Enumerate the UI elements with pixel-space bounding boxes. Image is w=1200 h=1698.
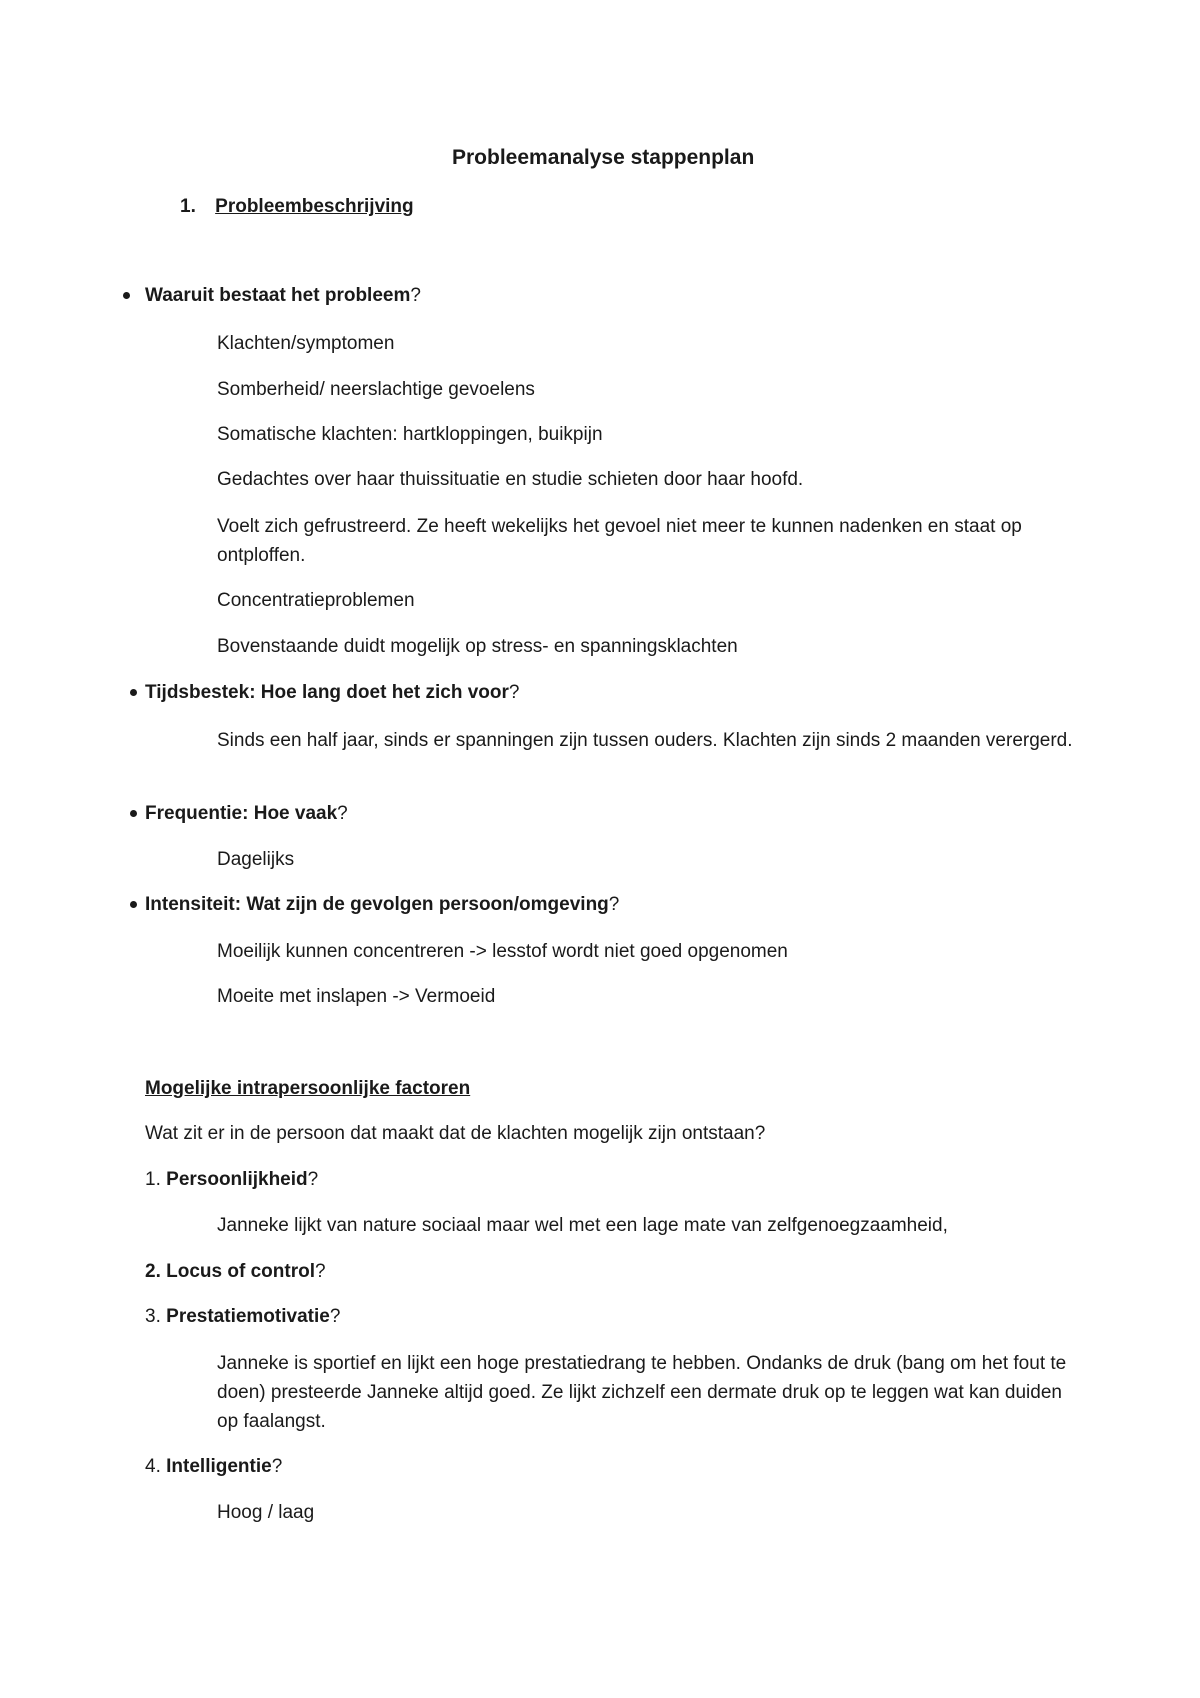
factor-intelligence — [145, 1455, 282, 1479]
answer-line: Moeite met inslapen -> Vermoeid — [217, 986, 496, 1007]
item-number: 4. — [145, 1456, 161, 1477]
question-intensity — [145, 893, 619, 917]
page-title: Probleemanalyse stappenplan — [452, 146, 755, 169]
factor-personality — [145, 1168, 318, 1192]
answer-line: Hoog / laag — [217, 1502, 315, 1523]
item-number: 2. — [145, 1261, 161, 1282]
question-frequency — [145, 802, 348, 826]
item-number: 3. — [145, 1306, 161, 1327]
section-heading-problem-description — [180, 195, 414, 219]
question-mark: ? — [307, 1169, 319, 1190]
item-label: Prestatiemotivatie — [166, 1306, 330, 1327]
answer-line: Dagelijks — [217, 849, 295, 870]
section-intro: Wat zit er in de persoon dat maakt dat de klachten mogelijk zijn ontstaan? — [145, 1123, 766, 1144]
answer-paragraph: Voelt zich gefrustreerd. Ze heeft wekelijks het gevoel niet meer te kunnen nadenken en staat op ontploffen. — [217, 516, 1022, 566]
answer-line: Janneke lijkt van nature sociaal maar wel met een lage mate van zelfgenoegzaamheid, — [217, 1215, 948, 1236]
question-mark: ? — [508, 682, 520, 703]
answer-line: Moeilijk kunnen concentreren -> lesstof wordt niet goed opgenomen — [217, 941, 788, 962]
answer-paragraph: Sinds een half jaar, sinds er spanningen zijn tussen ouders. Klachten zijn sinds 2 maanden verergerd. — [217, 730, 1073, 751]
answer-line: Klachten/symptomen — [217, 333, 395, 354]
question-label: Tijdsbestek: Hoe lang doet het zich voor — [145, 682, 509, 703]
answer-paragraph: Janneke is sportief en lijkt een hoge prestatiedrang te hebben. Ondanks de druk (bang om het fout te doen) presteerde Janneke altijd goed. Ze lijkt zichzelf een dermate druk op te leggen wat kan duiden op faalangst. — [217, 1353, 1067, 1432]
section-heading-intrapersonal-factors: Mogelijke intrapersoonlijke factoren — [145, 1078, 471, 1099]
question-mark: ? — [271, 1456, 283, 1477]
question-mark: ? — [314, 1261, 326, 1282]
bullet-icon — [123, 292, 130, 299]
question-label: Frequentie: Hoe vaak — [145, 803, 338, 824]
section-number: 1. — [180, 196, 196, 217]
answer-line: Bovenstaande duidt mogelijk op stress- en spanningsklachten — [217, 636, 738, 657]
bullet-icon — [130, 689, 137, 696]
item-number: 1. — [145, 1169, 161, 1190]
answer-line: Concentratieproblemen — [217, 590, 415, 611]
question-mark: ? — [608, 894, 620, 915]
question-problem — [145, 284, 421, 308]
bullet-icon — [130, 810, 137, 817]
item-label: Intelligentie — [166, 1456, 272, 1477]
question-mark: ? — [410, 285, 421, 306]
item-label: Persoonlijkheid — [166, 1169, 308, 1190]
section-title: Probleembeschrijving — [215, 196, 414, 217]
question-mark: ? — [329, 1306, 341, 1327]
factor-achievement-motivation — [145, 1305, 340, 1329]
question-label: Waaruit bestaat het probleem — [145, 285, 411, 306]
answer-line: Somberheid/ neerslachtige gevoelens — [217, 379, 535, 400]
bullet-icon — [130, 901, 137, 908]
question-mark: ? — [337, 803, 348, 824]
question-label: Intensiteit: Wat zijn de gevolgen persoon/omgeving — [145, 894, 609, 915]
factor-locus-of-control — [145, 1260, 326, 1284]
item-label: Locus of control — [166, 1261, 315, 1282]
answer-line: Gedachtes over haar thuissituatie en studie schieten door haar hoofd. — [217, 469, 804, 490]
question-duration — [145, 681, 519, 705]
answer-line: Somatische klachten: hartkloppingen, buikpijn — [217, 424, 603, 445]
